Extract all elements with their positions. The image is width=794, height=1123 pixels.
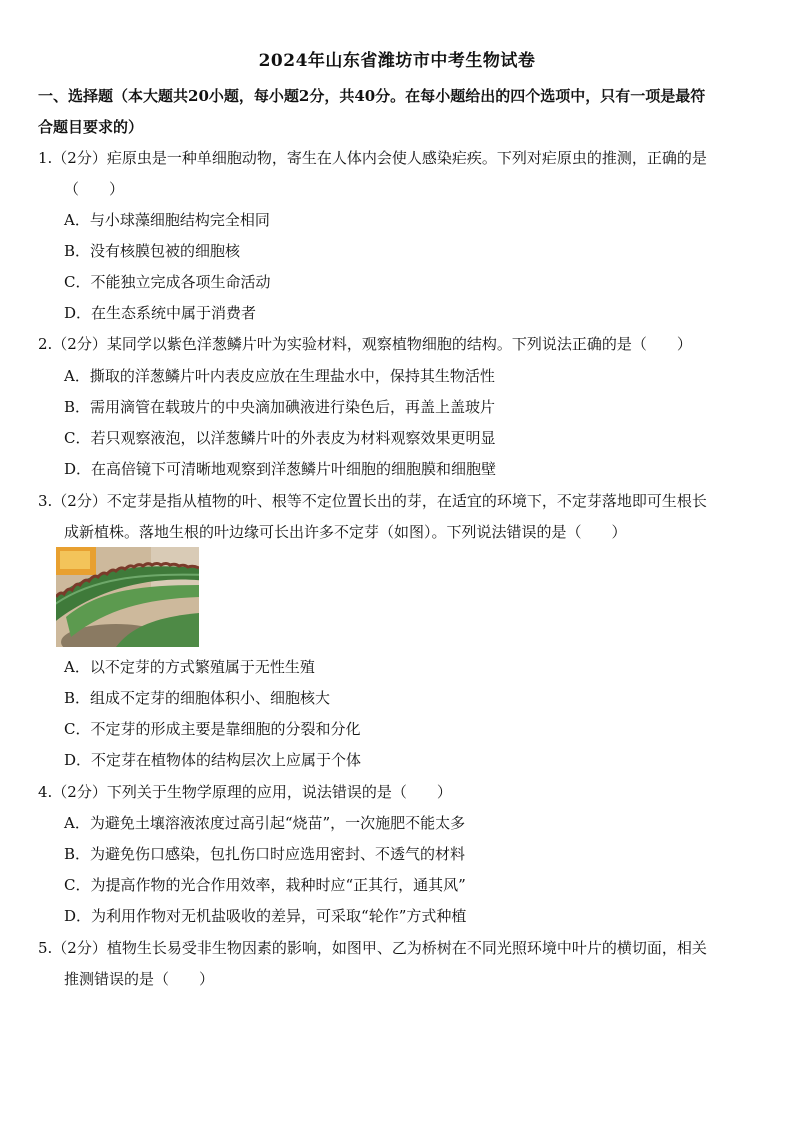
question-2-option-c: C．若只观察液泡，以洋葱鳞片叶的外表皮为材料观察效果更明显 [64,429,496,447]
question-1-blank: （ ） [64,180,125,198]
question-5-stem: 5.（2分）植物生长易受非生物因素的影响，如图甲、乙为桥树在不同光照环境中叶片的横切面，相关 [38,939,707,957]
question-3-option-d: D．不定芽在植物体的结构层次上应属于个体 [64,751,362,769]
question-1-option-c: C．不能独立完成各项生命活动 [64,273,271,291]
question-3-option-c: C．不定芽的形成主要是靠细胞的分裂和分化 [64,720,361,738]
page-title: 2024年山东省潍坊市中考生物试卷 [258,51,536,71]
leaf-illustration [56,547,199,647]
question-1-option-b: B．没有核膜包被的细胞核 [64,242,241,260]
question-4-stem: 4.（2分）下列关于生物学原理的应用，说法错误的是（ ） [38,783,452,801]
question-1-stem: 1.（2分）疟原虫是一种单细胞动物，寄生在人体内会使人感染疟疾。下列对疟原虫的推测，正确的是 [38,149,707,167]
question-1-option-d: D．在生态系统中属于消费者 [64,304,257,322]
question-1-option-a: A．与小球藻细胞结构完全相同 [64,211,270,229]
question-3-stem: 3.（2分）不定芽是指从植物的叶、根等不定位置长出的芽，在适宜的环境下，不定芽落地即可生根长 [38,492,707,510]
question-3-option-a: A．以不定芽的方式繁殖属于无性生殖 [64,658,315,676]
question-4-option-d: D．为利用作物对无机盐吸收的差异，可采取“轮作”方式种植 [64,907,467,925]
question-4-option-a: A．为避免土壤溶液浓度过高引起“烧苗”，一次施肥不能太多 [64,814,466,832]
question-5-stem-cont: 推测错误的是（ ） [64,970,215,988]
question-2-option-d: D．在高倍镜下可清晰地观察到洋葱鳞片叶细胞的细胞膜和细胞壁 [64,460,497,478]
section-heading-line2: 合题目要求的） [38,118,144,136]
question-2-option-b: B．需用滴管在载玻片的中央滴加碘液进行染色后，再盖上盖玻片 [64,398,496,416]
question-2-stem: 2.（2分）某同学以紫色洋葱鳞片叶为实验材料，观察植物细胞的结构。下列说法正确的是（ ） [38,335,692,353]
kalanchoe-leaf-photo [56,547,199,647]
question-3-option-b: B．组成不定芽的细胞体积小、细胞核大 [64,689,331,707]
question-4-option-c: C．为提高作物的光合作用效率，栽种时应“正其行，通其风” [64,876,466,894]
section-heading-line1: 一、选择题（本大题共20小题，每小题2分，共40分。在每小题给出的四个选项中，只有一项是最符 [38,87,706,105]
question-4-option-b: B．为避免伤口感染，包扎伤口时应选用密封、不透气的材料 [64,845,466,863]
question-3-stem-cont: 成新植株。落地生根的叶边缘可长出许多不定芽（如图）。下列说法错误的是（ ） [64,523,627,541]
question-2-option-a: A．撕取的洋葱鳞片叶内表皮应放在生理盐水中，保持其生物活性 [64,367,495,385]
